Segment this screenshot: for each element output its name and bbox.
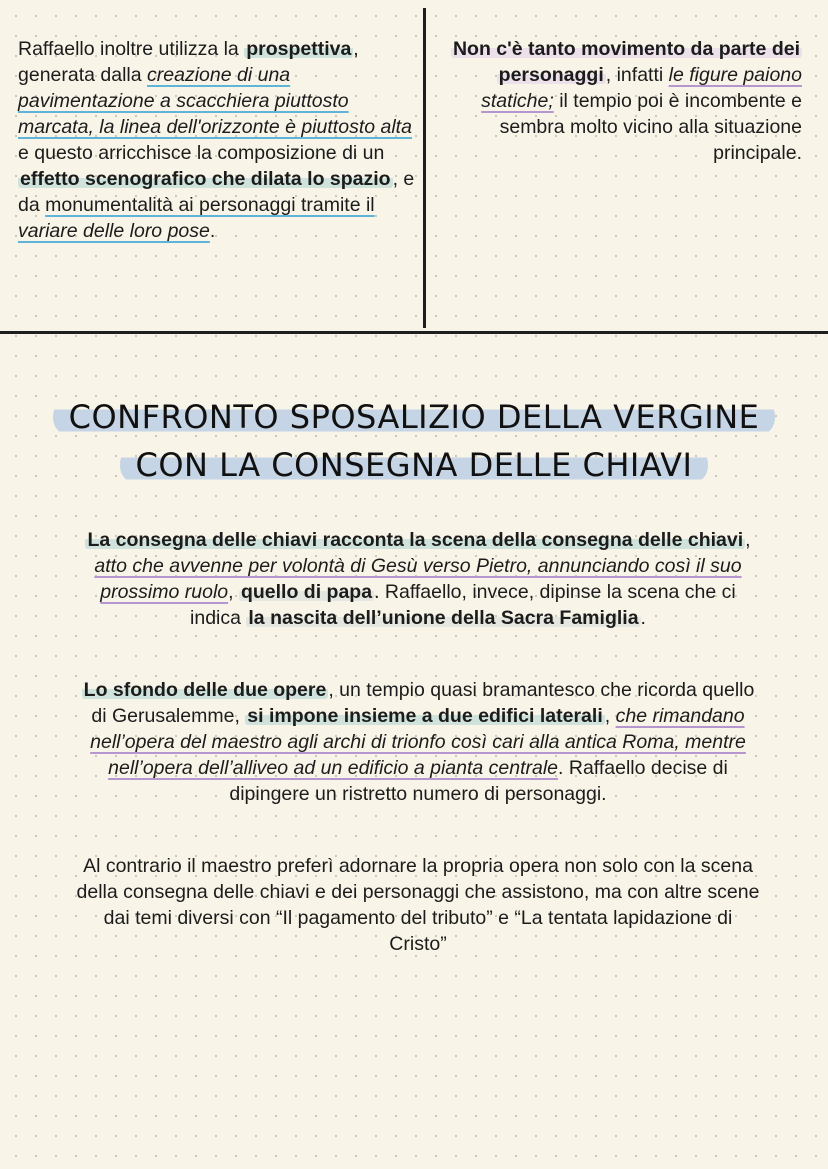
underlined-italic-phrase: variare delle loro pose — [18, 220, 210, 242]
term-prospettiva: prospettiva — [246, 38, 352, 60]
highlight-consegna: La consegna delle chiavi racconta la scena della consegna delle chiavi — [87, 529, 744, 551]
left-note-text: e questo arricchisce la composizione di un — [18, 142, 385, 164]
paragraph-text: . Raffaello, invece, dipinse la scena che ci indica — [190, 581, 736, 629]
highlight-movimento: Non c'è tanto movimento da parte dei personaggi — [452, 38, 800, 86]
left-note-text: , generata dalla — [18, 38, 359, 86]
highlight-sacra-famiglia: la nascita dell’unione della Sacra Famiglia — [248, 607, 639, 629]
left-note-text: . — [209, 220, 216, 242]
right-note-text: , infatti — [605, 64, 664, 86]
highlight-sfondo: Lo sfondo delle due opere — [83, 679, 327, 701]
section-heading — [40, 393, 788, 489]
highlight-effetto-scenografico: effetto scenografico che dilata lo spazio — [20, 168, 391, 190]
horizontal-divider — [0, 331, 828, 334]
left-note-text: , e da — [18, 168, 415, 216]
left-note-text: Raffaello inoltre utilizza la — [18, 38, 239, 60]
underlined-phrase: creazione di una pavimentazione a scacchiera piuttosto marcata, la linea dell'orizzonte è piuttosto alta — [18, 64, 412, 138]
paragraph-text: , — [228, 581, 234, 603]
underlined-italic-phrase: atto che avvenne per volontà di Gesù verso Pietro, annunciando così il suo prossimo ruolo — [94, 555, 742, 603]
right-note-text: il tempio poi è incombente e sembra molto vicino alla situazione principale. — [499, 90, 802, 164]
underlined-italic-phrase: le figure paiono statiche; — [481, 64, 802, 112]
paragraph-text: , — [604, 705, 611, 727]
right-note — [440, 36, 802, 166]
highlight-papa: quello di papa — [240, 581, 373, 603]
paragraph-text: , un tempio quasi bramantesco che ricorda quello di Gerusalemme, — [91, 679, 755, 727]
heading-line-1: CONFRONTO SPOSALIZIO DELLA VERGINE — [53, 398, 776, 436]
underlined-phrase: monumentalità ai personaggi tramite il — [45, 194, 375, 216]
paragraph-consegna — [74, 527, 762, 631]
paragraph-text: . — [640, 607, 646, 629]
highlight-edifici-laterali: si impone insieme a due edifici laterali — [247, 705, 603, 727]
vertical-divider — [423, 8, 426, 328]
paragraph-maestro: Al contrario il maestro preferì adornare la propria opera non solo con la scena della consegna delle chiavi e dei personaggi che assistono, ma con altre scene dai temi diversi con “Il pagamento del tributo” e “La tentata lapidazione di Cristo” — [76, 855, 760, 955]
paragraph-text: , — [745, 529, 751, 551]
underlined-italic-phrase: che rimandano nell’opera del maestro agli archi di trionfo così cari alla antica Roma, mentre nell’opera dell’alliveo ad un edificio a pianta centrale — [90, 705, 746, 779]
heading-line-2: CON LA CONSEGNA DELLE CHIAVI — [120, 446, 709, 484]
paragraph-sfondo — [74, 677, 762, 807]
left-note — [18, 36, 418, 244]
paragraph-text: . Raffaello decise di dipingere un ristretto numero di personaggi. — [229, 757, 728, 805]
